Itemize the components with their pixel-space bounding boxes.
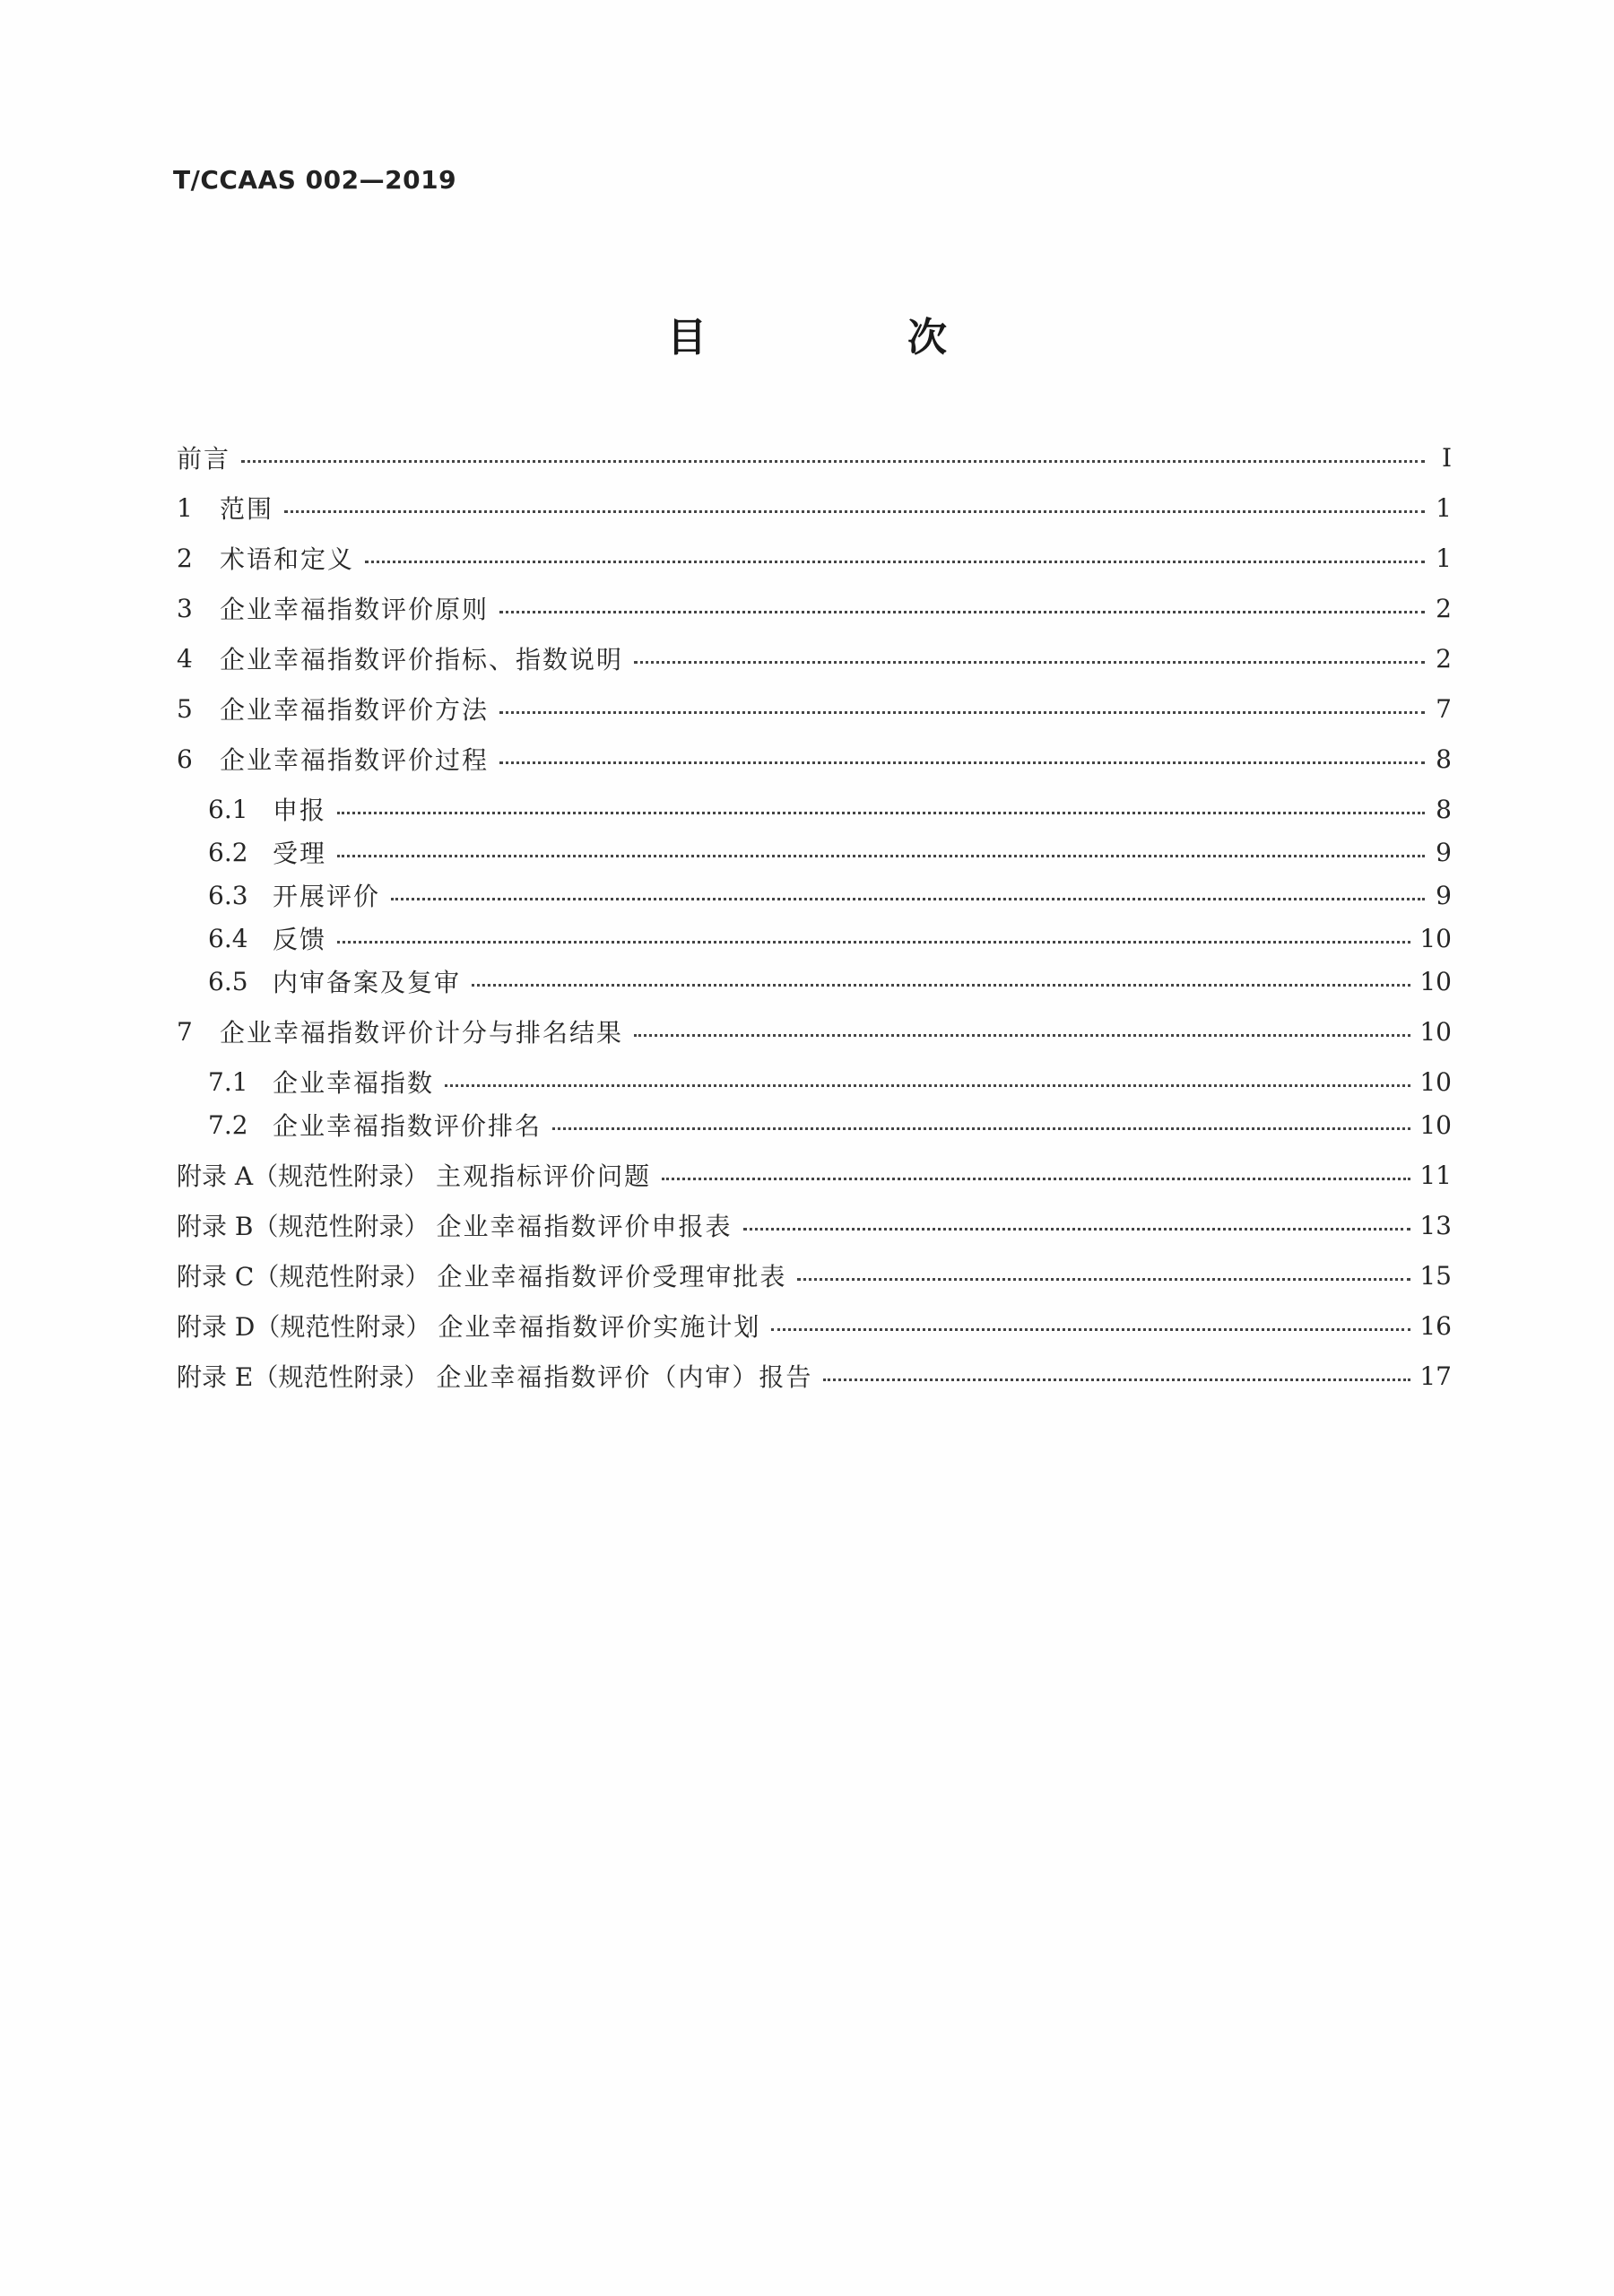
toc-entry-label: 受理	[273, 839, 327, 868]
leader-dots	[284, 510, 1425, 513]
toc-entry-number: 6.2	[208, 837, 248, 867]
toc-entry-label: 前言	[177, 444, 231, 474]
toc-entry-page: 15	[1419, 1260, 1452, 1291]
toc-entry-label: 企业幸福指数评价原则	[220, 595, 490, 624]
toc-entry-page: 11	[1419, 1160, 1452, 1190]
toc-entry-number: 7.1	[208, 1066, 248, 1097]
toc-entry-label: 企业幸福指数评价（内审）报告	[436, 1362, 813, 1392]
page-title: 目 次	[667, 315, 1028, 361]
toc-entry-page: 10	[1419, 923, 1452, 953]
leader-dots	[634, 661, 1425, 664]
toc-entry-number: 3	[177, 593, 193, 623]
toc-entry-page: 10	[1419, 966, 1452, 996]
leader-dots	[241, 460, 1425, 463]
leader-dots	[552, 1127, 1410, 1130]
toc-entry-1[interactable]	[177, 490, 1452, 526]
toc-entry-label: 主观指标评价问题	[436, 1161, 652, 1191]
toc-entry-7-1[interactable]	[208, 1064, 1452, 1100]
toc-entry-5[interactable]	[177, 691, 1452, 726]
leader-dots	[771, 1328, 1410, 1331]
toc-entry-appendix-c[interactable]	[177, 1257, 1452, 1293]
toc-entry-page: 1	[1436, 492, 1452, 523]
toc-entry-label: 企业幸福指数评价实施计划	[438, 1312, 761, 1342]
toc-entry-page: 8	[1436, 744, 1452, 774]
toc-entry-number: 7.2	[208, 1109, 248, 1140]
toc-entry-page: 16	[1419, 1310, 1452, 1341]
toc-entry-6-4[interactable]	[208, 920, 1452, 956]
leader-dots	[499, 761, 1425, 764]
toc-entry-6-1[interactable]	[208, 791, 1452, 827]
toc-entry-number: 附录 D（规范性附录）	[177, 1312, 431, 1342]
toc-entry-appendix-d[interactable]	[177, 1308, 1452, 1344]
toc-entry-page: 1	[1436, 543, 1452, 573]
toc-entry-number: 6.1	[208, 794, 248, 824]
toc-entry-2[interactable]	[177, 540, 1452, 576]
toc-entry-label: 企业幸福指数评价申报表	[436, 1212, 733, 1241]
leader-dots	[337, 855, 1425, 857]
toc-entry-7-2[interactable]	[208, 1107, 1452, 1143]
toc-entry-6-3[interactable]	[208, 877, 1452, 913]
toc-entry-label: 企业幸福指数评价受理审批表	[437, 1262, 787, 1292]
toc-entry-label: 内审备案及复审	[273, 968, 462, 997]
leader-dots	[337, 812, 1425, 814]
toc-entry-6[interactable]	[177, 741, 1452, 777]
toc-entry-number: 附录 C（规范性附录）	[177, 1262, 430, 1292]
toc-entry-label: 范围	[220, 494, 274, 524]
toc-entry-page: 2	[1436, 643, 1452, 674]
standard-code: T/CCAAS 002—2019	[173, 165, 457, 195]
toc-entry-page: I	[1441, 442, 1452, 473]
toc-entry-label: 术语和定义	[220, 544, 355, 574]
toc-entry-page: 7	[1436, 693, 1452, 724]
toc-entry-6-2[interactable]	[208, 834, 1452, 870]
toc-entry-number: 2	[177, 543, 193, 573]
toc-entry-label: 企业幸福指数评价计分与排名结果	[220, 1018, 624, 1048]
toc-entry-number: 4	[177, 643, 193, 674]
toc-entry-number: 附录 B（规范性附录）	[177, 1212, 430, 1241]
toc-entry-page: 10	[1419, 1016, 1452, 1047]
leader-dots	[662, 1178, 1410, 1180]
toc-entry-number: 6.5	[208, 966, 248, 996]
toc-entry-appendix-e[interactable]	[177, 1358, 1452, 1394]
leader-dots	[391, 898, 1425, 900]
toc-entry-number: 1	[177, 492, 193, 523]
toc-entry-appendix-b[interactable]	[177, 1207, 1452, 1243]
toc-entry-page: 17	[1419, 1361, 1452, 1391]
leader-dots	[445, 1084, 1410, 1087]
leader-dots	[499, 711, 1425, 714]
toc-entry-label: 企业幸福指数评价过程	[220, 745, 490, 775]
toc-entry-label: 开展评价	[273, 882, 381, 911]
toc-entry-preface[interactable]	[177, 439, 1452, 475]
leader-dots	[797, 1278, 1410, 1281]
toc-entry-label: 企业幸福指数评价指标、指数说明	[220, 645, 624, 674]
leader-dots	[634, 1034, 1410, 1037]
toc-entry-page: 9	[1436, 880, 1452, 910]
toc-entry-number: 6	[177, 744, 193, 774]
toc-entry-number: 附录 E（规范性附录）	[177, 1362, 430, 1392]
toc-entry-appendix-a[interactable]	[177, 1157, 1452, 1193]
leader-dots	[365, 561, 1425, 563]
toc-entry-label: 企业幸福指数评价排名	[273, 1111, 542, 1141]
leader-dots	[337, 941, 1410, 944]
toc-entry-number: 6.3	[208, 880, 248, 910]
toc-entry-page: 13	[1419, 1210, 1452, 1240]
toc-entry-label: 企业幸福指数评价方法	[220, 695, 490, 725]
toc-entry-label: 企业幸福指数	[273, 1068, 435, 1098]
toc-entry-number: 6.4	[208, 923, 248, 953]
toc-entry-7[interactable]	[177, 1013, 1452, 1049]
toc-entry-4[interactable]	[177, 640, 1452, 676]
toc-entry-page: 9	[1436, 837, 1452, 867]
leader-dots	[472, 984, 1410, 987]
toc-entry-number: 5	[177, 693, 193, 724]
toc-entry-6-5[interactable]	[208, 963, 1452, 999]
toc-entry-page: 10	[1419, 1109, 1452, 1140]
leader-dots	[499, 611, 1425, 613]
toc-entry-3[interactable]	[177, 590, 1452, 626]
toc-entry-page: 10	[1419, 1066, 1452, 1097]
toc-entry-number: 附录 A（规范性附录）	[177, 1161, 430, 1191]
toc-entry-page: 2	[1436, 593, 1452, 623]
leader-dots	[823, 1378, 1410, 1381]
leader-dots	[743, 1228, 1411, 1231]
toc-entry-number: 7	[177, 1016, 193, 1047]
toc-entry-label: 申报	[273, 796, 327, 825]
toc-entry-page: 8	[1436, 794, 1452, 824]
toc-entry-label: 反馈	[273, 925, 327, 954]
